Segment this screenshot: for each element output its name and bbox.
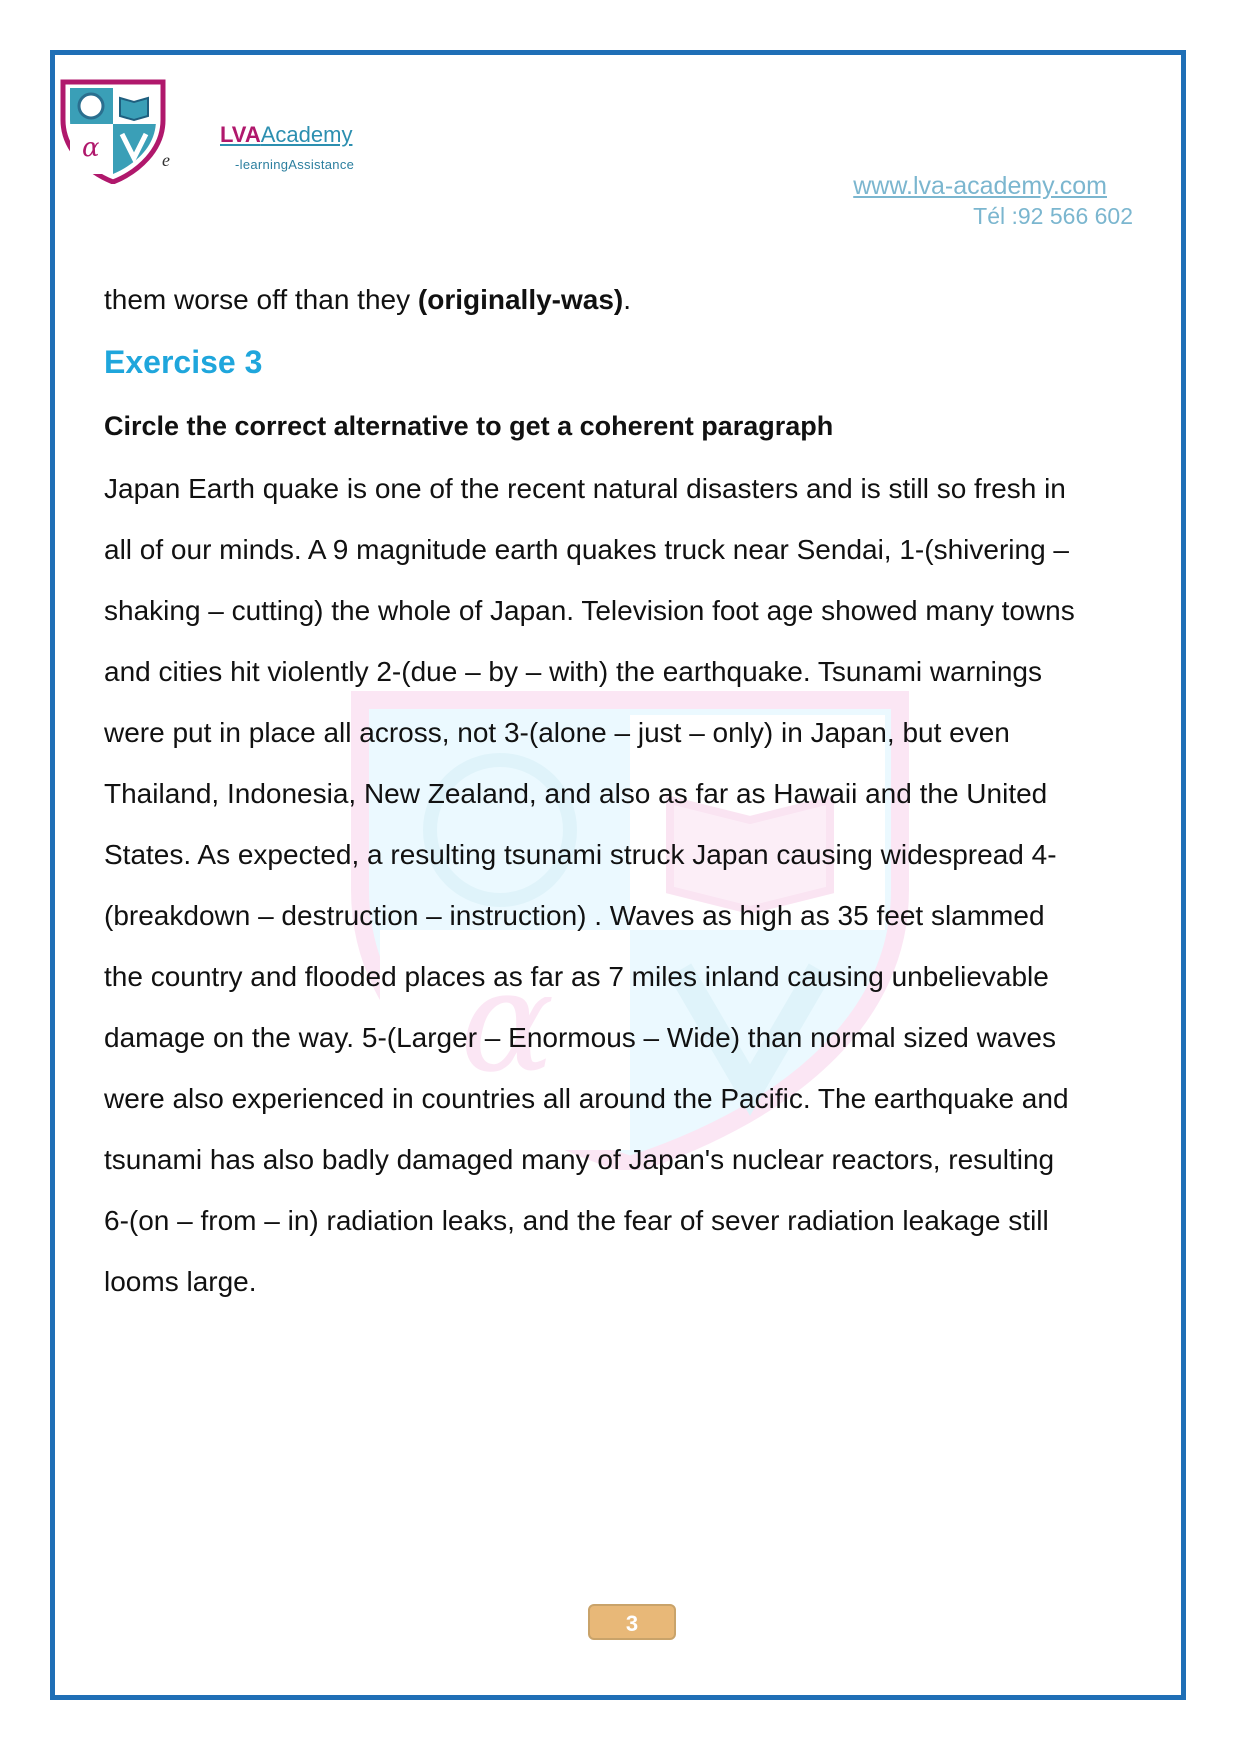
carry-over-answer: (originally-was) [417, 284, 624, 315]
carry-over-text: them worse off than they [104, 284, 418, 315]
svg-text:α: α [460, 941, 555, 1104]
brand-suffix: Academy [260, 122, 353, 147]
paragraph-line: looms large. [104, 1266, 257, 1297]
paragraph-line: shaking – cutting) the whole of Japan. Television foot age showed many towns [104, 595, 1075, 626]
page-content [104, 280, 1174, 1312]
academy-logo [58, 78, 168, 184]
paragraph-line: States. As expected, a resulting tsunami struck Japan causing widespread 4- [104, 839, 1057, 870]
svg-text:α: α [82, 133, 100, 163]
phone-number: Tél :92 566 602 [973, 203, 1133, 229]
website-link[interactable]: www.lva-academy.com [853, 172, 1107, 200]
exercise-instruction: Circle the correct alternative to get a coherent paragraph [104, 411, 834, 441]
paragraph-line: the country and flooded places as far as 7 miles inland causing unbelievable [104, 961, 1049, 992]
paragraph-line: all of our minds. A 9 magnitude earth quakes truck near Sendai, 1-(shivering – [104, 534, 1069, 565]
carry-over-end: . [623, 284, 632, 315]
carry-over-line [104, 280, 1174, 320]
paragraph-line: were also experienced in countries all around the Pacific. The earthquake and [104, 1083, 1069, 1114]
paragraph-line: (breakdown – destruction – instruction) . Waves as high as 35 feet slammed [104, 900, 1045, 931]
exercise-paragraph [104, 458, 1174, 1312]
paragraph-line: Thailand, Indonesia, New Zealand, and also as far as Hawaii and the United [104, 778, 1048, 809]
logo-letter: e [162, 150, 170, 170]
brand-tagline: -learningAssistance [235, 157, 355, 172]
exercise-title: Exercise 3 [104, 344, 263, 380]
brand-name [220, 122, 352, 148]
paragraph-line: tsunami has also badly damaged many of Japan's nuclear reactors, resulting [104, 1144, 1055, 1175]
paragraph-line: damage on the way. 5-(Larger – Enormous – Wide) than normal sized waves [104, 1022, 1056, 1053]
page-number-badge: 3 [588, 1604, 676, 1640]
paragraph-line: Japan Earth quake is one of the recent natural disasters and is still so fresh in [104, 473, 1066, 504]
paragraph-line: were put in place all across, not 3-(alone – just – only) in Japan, but even [104, 717, 1010, 748]
brand-prefix: LVA [220, 122, 261, 147]
paragraph-line: 6-(on – from – in) radiation leaks, and the fear of sever radiation leakage still [104, 1205, 1049, 1236]
paragraph-line: and cities hit violently 2-(due – by – with) the earthquake. Tsunami warnings [104, 656, 1042, 687]
